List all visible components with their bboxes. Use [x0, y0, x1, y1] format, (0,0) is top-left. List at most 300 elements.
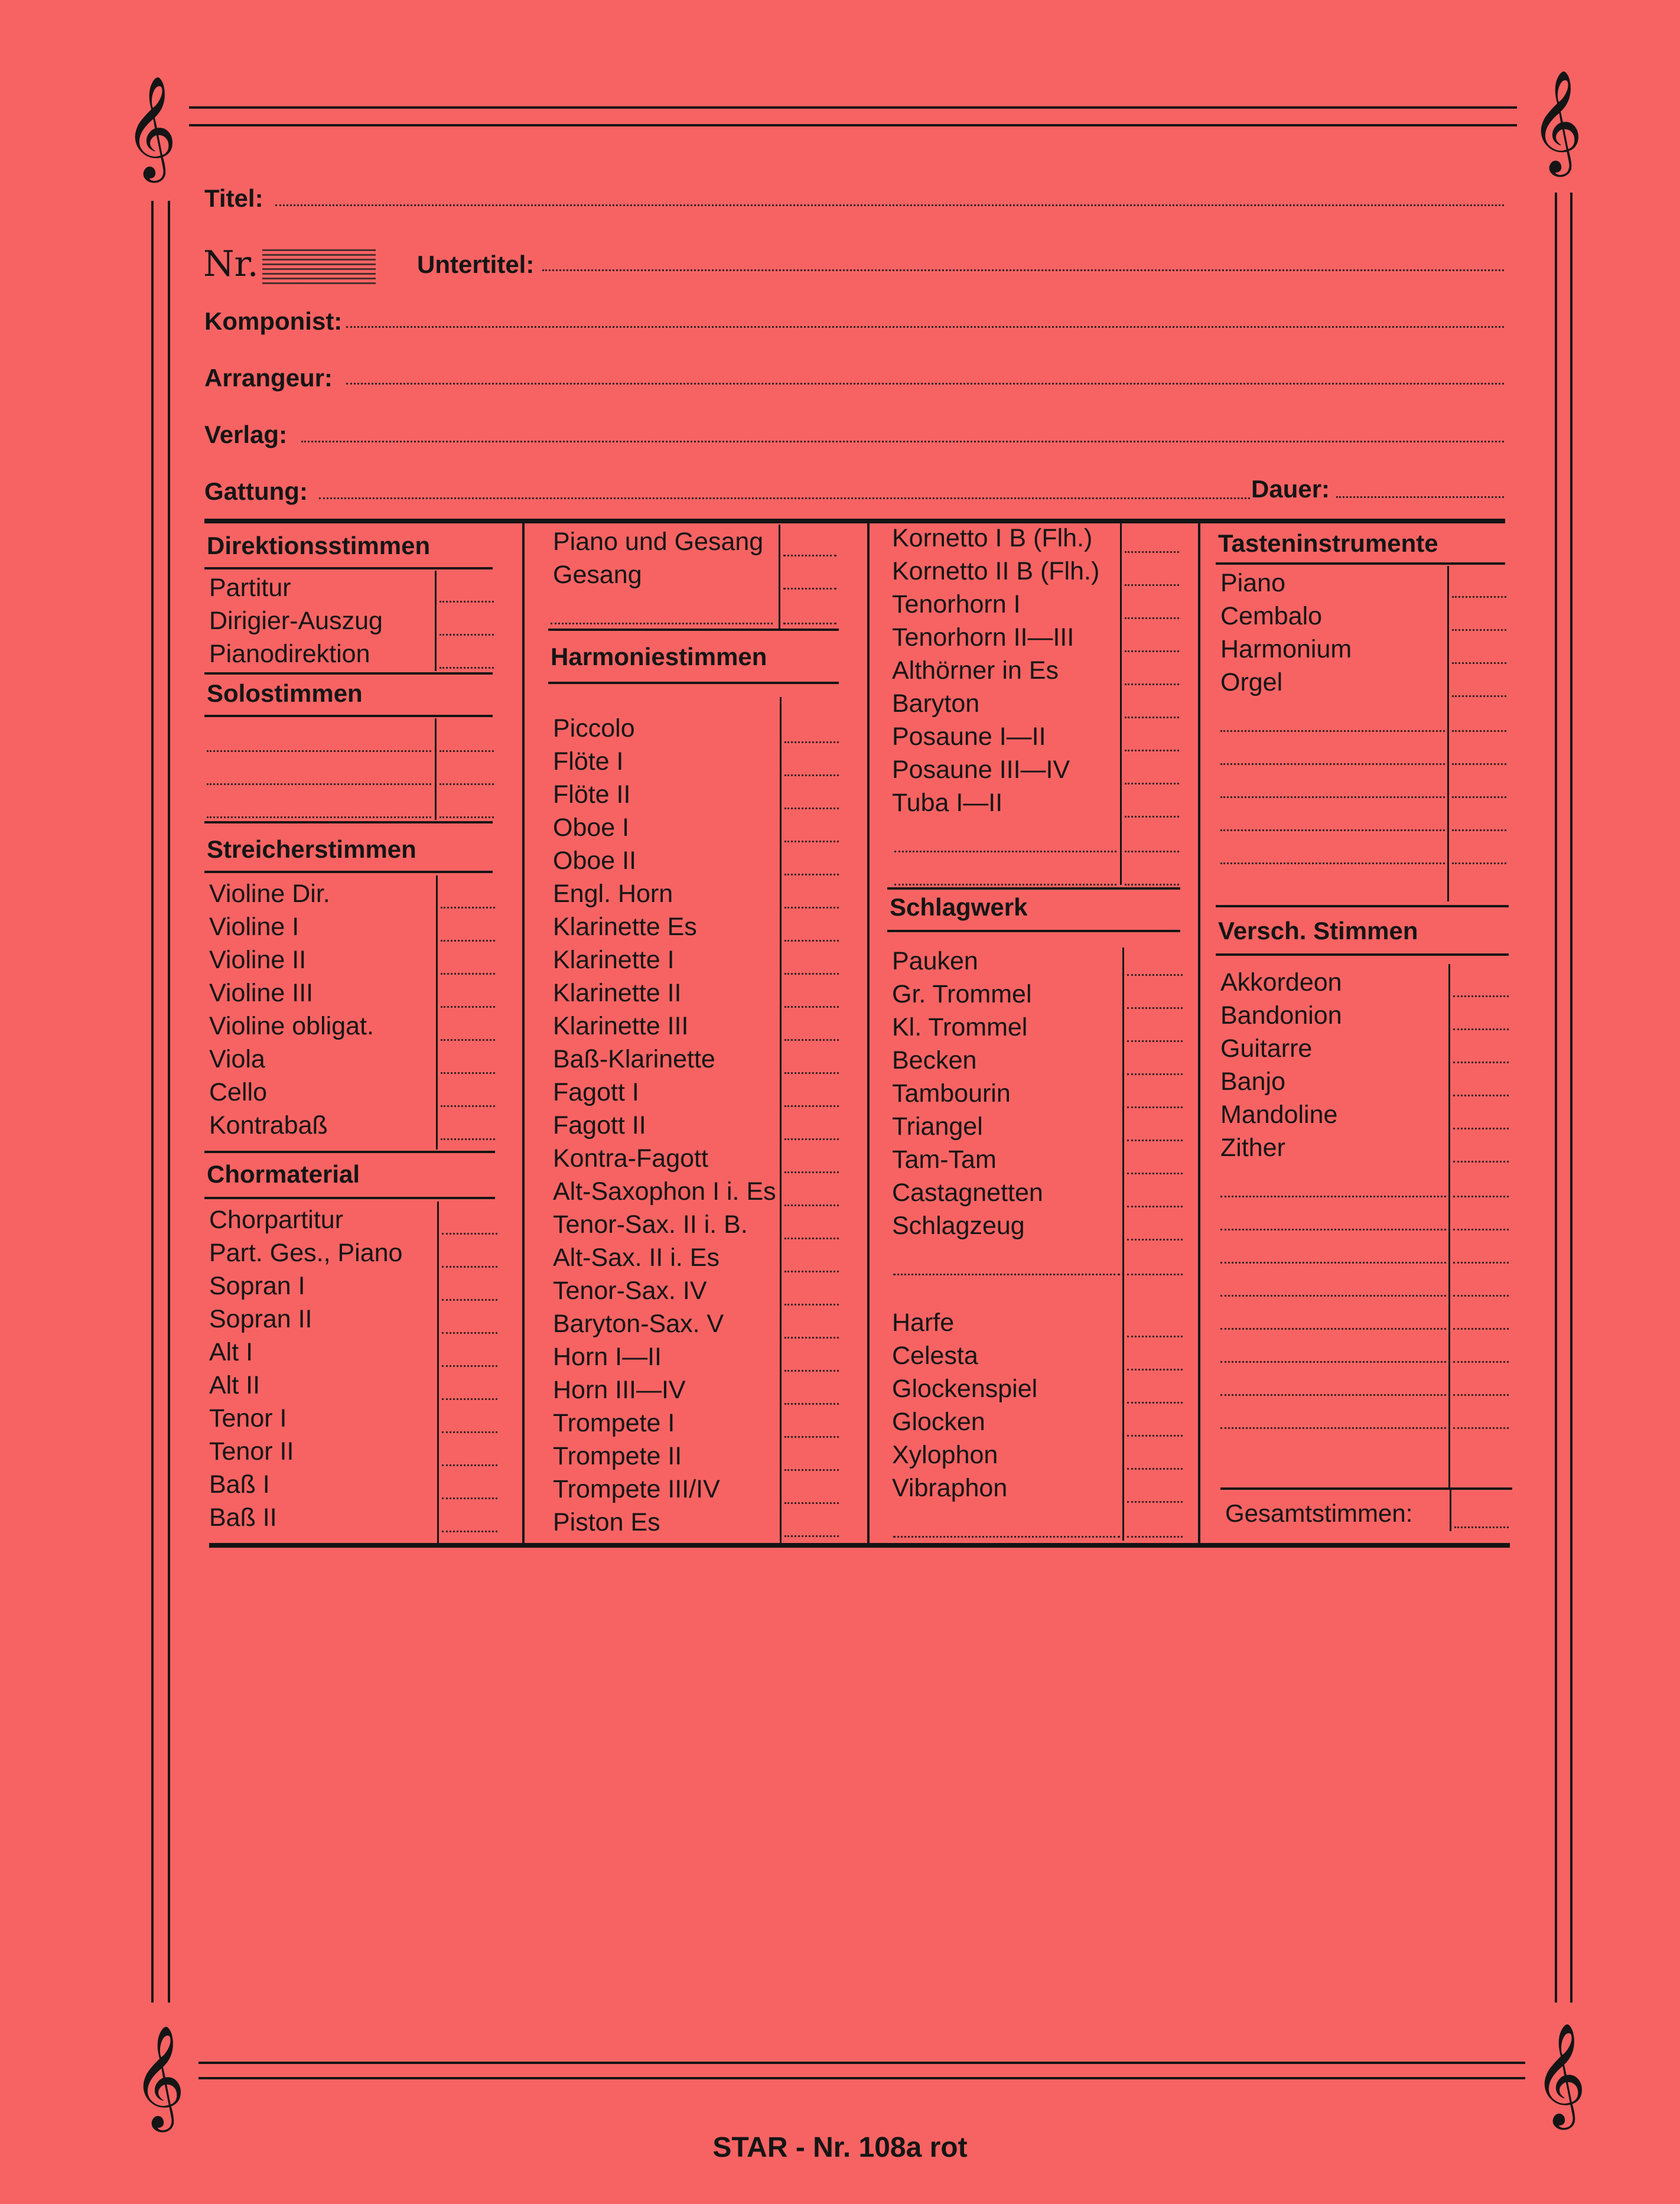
- blank-entry-field[interactable]: [1220, 796, 1445, 798]
- part-name: Klarinette III: [553, 1012, 689, 1040]
- part-count-field[interactable]: [1127, 974, 1183, 976]
- part-name: Pauken: [892, 947, 978, 975]
- part-count-field[interactable]: [784, 1370, 839, 1372]
- part-row: [887, 1307, 1184, 1340]
- part-count-field[interactable]: [1452, 829, 1506, 831]
- part-count-field[interactable]: [439, 783, 494, 785]
- part-count-field[interactable]: [1125, 551, 1179, 553]
- part-row: [887, 787, 1180, 820]
- blank-entry-field[interactable]: [207, 750, 431, 752]
- part-row: [1216, 666, 1508, 699]
- part-row: [204, 1402, 499, 1435]
- part-name: Becken: [892, 1046, 977, 1075]
- part-name: Schlagzeug: [892, 1212, 1025, 1240]
- section-rule: [204, 715, 493, 717]
- part-row: [548, 1308, 840, 1341]
- part-name: Horn I—II: [553, 1343, 662, 1371]
- part-row: [548, 1407, 840, 1440]
- part-row: [887, 1472, 1184, 1505]
- part-count-field[interactable]: [1127, 1040, 1183, 1042]
- frame-rule: [151, 201, 154, 2003]
- part-name: Gesang: [553, 561, 642, 589]
- part-name: Glockenspiel: [892, 1375, 1038, 1403]
- blank-entry-field[interactable]: [893, 1274, 1120, 1275]
- part-name: Part. Ges., Piano: [209, 1239, 403, 1267]
- part-count-field[interactable]: [1452, 596, 1506, 598]
- section-rule: [1220, 1487, 1512, 1490]
- part-row: [548, 1142, 840, 1176]
- part-count-field[interactable]: [441, 1072, 495, 1074]
- composer-field[interactable]: [346, 326, 1504, 328]
- part-count-field[interactable]: [1127, 1536, 1183, 1538]
- part-name: Trompete III/IV: [553, 1475, 720, 1503]
- part-name: Tenorhorn II—III: [892, 623, 1075, 652]
- part-count-field[interactable]: [1127, 1206, 1183, 1207]
- blank-entry-field[interactable]: [894, 884, 1116, 885]
- part-name: Orgel: [1220, 668, 1283, 696]
- count-column-divider: [1447, 566, 1449, 901]
- section-heading: Direktionsstimmen: [207, 532, 431, 559]
- publisher-field[interactable]: [301, 441, 1504, 442]
- section-rule: [204, 1151, 495, 1153]
- part-count-field[interactable]: [1127, 1402, 1183, 1404]
- blank-entry-field[interactable]: [1220, 1295, 1446, 1297]
- part-count-field[interactable]: [1127, 1336, 1183, 1337]
- part-count-field[interactable]: [1452, 629, 1506, 631]
- section-rule: [204, 567, 493, 569]
- part-row: [548, 745, 840, 779]
- part-row: [204, 1303, 499, 1336]
- part-row: [1216, 600, 1508, 633]
- part-row: [887, 1011, 1184, 1044]
- section-rule: [1216, 905, 1509, 907]
- part-row: [548, 944, 840, 977]
- part-row: [887, 1111, 1184, 1144]
- blank-entry-field[interactable]: [1220, 1262, 1446, 1264]
- part-count-field[interactable]: [1127, 1007, 1183, 1009]
- part-name: Violine obligat.: [209, 1012, 374, 1040]
- part-count-field[interactable]: [1125, 617, 1179, 619]
- part-row: [548, 559, 838, 592]
- part-count-field[interactable]: [784, 841, 839, 842]
- part-count-field[interactable]: [1125, 783, 1179, 784]
- part-row: [1216, 1000, 1510, 1033]
- part-name: Violine II: [209, 946, 307, 974]
- part-name: Tam-Tam: [892, 1145, 997, 1174]
- table-top-rule: [204, 519, 1505, 523]
- part-row: [204, 1270, 499, 1303]
- blank-entry-field[interactable]: [1220, 1361, 1446, 1363]
- blank-entry-field[interactable]: [207, 783, 431, 785]
- part-count-field[interactable]: [783, 555, 836, 556]
- frame-rule: [168, 201, 170, 2003]
- part-name: Violine III: [209, 979, 314, 1007]
- part-count-field[interactable]: [784, 1271, 839, 1272]
- blank-entry-field[interactable]: [1220, 1328, 1446, 1330]
- part-count-field[interactable]: [1452, 695, 1506, 697]
- part-count-field[interactable]: [784, 1105, 839, 1107]
- number-label: Nr.: [203, 243, 259, 285]
- part-name: Castagnetten: [892, 1178, 1043, 1207]
- part-count-field[interactable]: [784, 741, 839, 743]
- part-name: Mandoline: [1220, 1101, 1338, 1129]
- part-name: Tenor II: [209, 1437, 294, 1466]
- section-rule: [1216, 953, 1509, 956]
- part-row: [548, 1374, 840, 1407]
- part-name: Cembalo: [1220, 602, 1323, 630]
- part-count-field[interactable]: [442, 1431, 497, 1433]
- blank-entry-field[interactable]: [1220, 730, 1445, 732]
- total-parts-field[interactable]: [1454, 1526, 1509, 1528]
- part-count-field[interactable]: [784, 1039, 839, 1041]
- part-count-field[interactable]: [1452, 763, 1506, 765]
- part-name: Cello: [209, 1078, 267, 1106]
- part-count-field[interactable]: [441, 1006, 495, 1008]
- total-parts-label: Gesamtstimmen:: [1225, 1499, 1413, 1527]
- part-count-field[interactable]: [784, 1171, 839, 1173]
- part-count-field[interactable]: [784, 1535, 839, 1537]
- part-count-field[interactable]: [1127, 1173, 1183, 1174]
- part-count-field[interactable]: [1453, 1128, 1509, 1129]
- part-row: [204, 1336, 499, 1369]
- section-heading: Streicherstimmen: [207, 835, 416, 863]
- section-rule: [548, 682, 839, 684]
- part-count-field[interactable]: [1125, 884, 1179, 885]
- part-row: [548, 878, 840, 911]
- part-count-field[interactable]: [1125, 750, 1179, 751]
- part-name: Engl. Horn: [553, 880, 673, 908]
- part-count-field[interactable]: [1453, 1394, 1509, 1396]
- part-count-field[interactable]: [1127, 1501, 1183, 1503]
- section-rule: [1216, 562, 1505, 565]
- part-count-field[interactable]: [441, 1039, 495, 1041]
- part-count-field[interactable]: [1453, 1196, 1509, 1197]
- part-name: Alt II: [209, 1371, 261, 1399]
- part-row: [204, 977, 496, 1010]
- part-count-field[interactable]: [1453, 1361, 1509, 1363]
- part-count-field[interactable]: [442, 1299, 497, 1301]
- part-count-field[interactable]: [1452, 862, 1506, 864]
- part-row: [887, 1439, 1184, 1472]
- part-name: Violine I: [209, 913, 299, 941]
- column-divider: [1198, 522, 1200, 1544]
- part-name: Oboe I: [553, 813, 630, 842]
- frame-rule: [1570, 193, 1572, 2003]
- arranger-field[interactable]: [346, 383, 1504, 385]
- part-row: [1216, 966, 1510, 1000]
- part-count-field[interactable]: [784, 808, 839, 809]
- part-name: Banjo: [1220, 1067, 1285, 1096]
- part-row: [548, 845, 840, 878]
- part-count-field[interactable]: [441, 1105, 495, 1107]
- part-count-field[interactable]: [1127, 1140, 1183, 1141]
- part-count-field[interactable]: [442, 1332, 497, 1334]
- part-row: [887, 1210, 1184, 1243]
- part-count-field[interactable]: [1453, 1229, 1509, 1230]
- publisher-label: Verlag:: [204, 421, 288, 448]
- part-count-field[interactable]: [442, 1398, 497, 1400]
- count-column-divider: [779, 525, 780, 629]
- part-count-field[interactable]: [784, 1006, 839, 1008]
- part-row: [548, 1043, 840, 1076]
- part-name: Flöte II: [553, 780, 631, 809]
- part-row: [548, 1109, 840, 1142]
- part-row: [887, 1144, 1184, 1177]
- part-name: Tenor-Sax. IV: [553, 1277, 707, 1305]
- part-row: [887, 655, 1180, 688]
- part-count-field[interactable]: [784, 973, 839, 975]
- column-divider: [522, 522, 525, 1544]
- part-count-field[interactable]: [439, 667, 494, 669]
- part-name: Akkordeon: [1220, 968, 1342, 997]
- blank-entry-field[interactable]: [1220, 1394, 1446, 1396]
- section-rule: [204, 1197, 495, 1199]
- duration-label: Dauer:: [1251, 475, 1330, 503]
- part-count-field[interactable]: [1125, 650, 1179, 652]
- part-count-field[interactable]: [1125, 717, 1179, 718]
- part-name: Partitur: [209, 574, 291, 602]
- count-column-divider: [780, 697, 782, 1543]
- part-name: Tenor-Sax. II i. B.: [553, 1210, 748, 1239]
- part-name: Tenorhorn I: [892, 590, 1021, 618]
- part-row: [548, 1341, 840, 1374]
- part-name: Vibraphon: [892, 1474, 1008, 1502]
- blank-entry-field[interactable]: [1220, 829, 1445, 831]
- part-count-field[interactable]: [784, 1304, 839, 1306]
- part-name: Oboe II: [553, 847, 637, 875]
- part-count-field[interactable]: [784, 1072, 839, 1074]
- part-count-field[interactable]: [1453, 1328, 1509, 1330]
- part-count-field[interactable]: [1453, 1062, 1509, 1063]
- part-row: [204, 1435, 499, 1469]
- column-divider: [867, 522, 870, 1544]
- part-count-field[interactable]: [441, 1138, 495, 1140]
- part-name: Sopran I: [209, 1272, 305, 1300]
- part-count-field[interactable]: [784, 1436, 839, 1438]
- frame-rule: [189, 106, 1517, 109]
- part-name: Triangel: [892, 1112, 983, 1141]
- blank-entry-field[interactable]: [1220, 1427, 1446, 1429]
- part-row: [548, 712, 840, 745]
- part-count-field[interactable]: [441, 907, 495, 909]
- count-column-divider: [435, 718, 437, 820]
- title-field[interactable]: [275, 204, 1504, 206]
- part-name: Kornetto I B (Flh.): [892, 524, 1093, 552]
- part-count-field[interactable]: [784, 1502, 839, 1504]
- part-count-field[interactable]: [442, 1365, 497, 1367]
- part-count-field[interactable]: [784, 1469, 839, 1471]
- part-count-field[interactable]: [1127, 1435, 1183, 1437]
- part-name: Fagott II: [553, 1111, 646, 1140]
- part-row: [1216, 1033, 1510, 1066]
- blank-entry-field[interactable]: [894, 851, 1116, 852]
- part-row: [548, 911, 840, 944]
- part-row: [204, 605, 495, 638]
- genre-field[interactable]: [319, 497, 1250, 499]
- part-count-field[interactable]: [1453, 1427, 1509, 1429]
- part-count-field[interactable]: [442, 1531, 497, 1532]
- blank-entry-field[interactable]: [1220, 763, 1445, 765]
- part-count-field[interactable]: [441, 940, 495, 942]
- part-row: [1216, 1099, 1510, 1132]
- part-count-field[interactable]: [784, 940, 839, 942]
- part-row: [204, 1010, 496, 1043]
- blank-entry-field[interactable]: [893, 1536, 1120, 1538]
- part-count-field[interactable]: [442, 1233, 497, 1235]
- blank-entry-field[interactable]: [1220, 1229, 1446, 1230]
- part-name: Tambourin: [892, 1079, 1011, 1108]
- number-field[interactable]: [262, 249, 376, 285]
- part-row: [548, 1209, 840, 1242]
- part-count-field[interactable]: [1127, 1073, 1183, 1075]
- count-column-divider: [1120, 522, 1122, 885]
- frame-rule: [198, 2062, 1525, 2064]
- part-row: [204, 944, 496, 977]
- part-name: Violine Dir.: [209, 880, 330, 908]
- part-count-field[interactable]: [1125, 683, 1179, 685]
- part-count-field[interactable]: [1453, 1295, 1509, 1297]
- part-count-field[interactable]: [442, 1266, 497, 1268]
- count-column-divider: [436, 875, 438, 1150]
- part-row: [887, 1044, 1184, 1077]
- part-name: Alt I: [209, 1338, 253, 1366]
- part-count-field[interactable]: [1125, 584, 1179, 586]
- part-name: Bandonion: [1220, 1001, 1342, 1030]
- blank-entry-field[interactable]: [551, 623, 773, 624]
- part-name: Baryton-Sax. V: [553, 1310, 724, 1338]
- part-name: Althörner in Es: [892, 656, 1059, 685]
- part-row: [204, 1076, 496, 1109]
- part-name: Glocken: [892, 1408, 985, 1436]
- part-name: Piano und Gesang: [553, 528, 764, 556]
- part-count-field[interactable]: [1127, 1239, 1183, 1241]
- part-row: [887, 1177, 1184, 1210]
- part-count-field[interactable]: [1453, 995, 1509, 997]
- part-row: [887, 721, 1180, 754]
- part-count-field[interactable]: [439, 750, 494, 752]
- part-name: Piccolo: [553, 714, 635, 743]
- part-name: Zither: [1220, 1134, 1285, 1162]
- part-count-field[interactable]: [1127, 1369, 1183, 1370]
- part-row: [887, 522, 1180, 555]
- part-row: [204, 878, 496, 911]
- subtitle-label: Untertitel:: [417, 250, 535, 278]
- part-count-field[interactable]: [1127, 1274, 1183, 1275]
- part-count-field[interactable]: [1452, 662, 1506, 664]
- part-row: [887, 1077, 1184, 1111]
- part-count-field[interactable]: [1453, 1262, 1509, 1264]
- part-name: Pianodirektion: [209, 640, 370, 668]
- part-count-field[interactable]: [1127, 1468, 1183, 1470]
- part-count-field[interactable]: [784, 1337, 839, 1339]
- part-name: Piano: [1220, 569, 1285, 597]
- part-name: Chorpartitur: [209, 1206, 344, 1234]
- part-count-field[interactable]: [439, 634, 494, 636]
- part-count-field[interactable]: [784, 774, 839, 776]
- part-name: Viola: [209, 1045, 265, 1073]
- part-row: [1216, 633, 1508, 666]
- count-column-divider: [1122, 948, 1124, 1541]
- part-count-field[interactable]: [1125, 816, 1179, 818]
- part-name: Alt-Sax. II i. Es: [553, 1243, 719, 1272]
- part-count-field[interactable]: [784, 1403, 839, 1405]
- section-heading: Tasteninstrumente: [1218, 529, 1438, 557]
- blank-entry-field[interactable]: [1220, 1196, 1446, 1197]
- part-name: Tuba I—II: [892, 789, 1003, 817]
- part-row: [887, 1373, 1184, 1406]
- form-reference: STAR - Nr. 108a rot: [712, 2132, 968, 2163]
- part-row: [204, 1237, 499, 1270]
- part-count-field[interactable]: [1453, 1028, 1509, 1030]
- part-count-field[interactable]: [1452, 796, 1506, 798]
- part-count-field[interactable]: [441, 973, 495, 975]
- treble-clef-icon: 𝄞: [1530, 70, 1583, 172]
- part-count-field[interactable]: [442, 1497, 497, 1499]
- part-row: [204, 1502, 499, 1535]
- part-count-field[interactable]: [442, 1464, 497, 1466]
- section-heading: Versch. Stimmen: [1218, 917, 1418, 945]
- part-name: Posaune III—IV: [892, 756, 1070, 784]
- part-count-field[interactable]: [784, 907, 839, 909]
- part-name: Baß I: [209, 1470, 270, 1499]
- part-row: [548, 1076, 840, 1109]
- part-row: [204, 1204, 499, 1237]
- section-heading: Schlagwerk: [890, 893, 1028, 921]
- part-name: Harmonium: [1220, 635, 1352, 663]
- part-name: Trompete II: [553, 1442, 682, 1470]
- section-heading: Chormaterial: [207, 1160, 360, 1188]
- duration-field[interactable]: [1336, 496, 1504, 498]
- subtitle-field[interactable]: [542, 269, 1504, 271]
- part-name: Klarinette I: [553, 946, 675, 974]
- part-count-field[interactable]: [1125, 851, 1179, 852]
- part-name: Sopran II: [209, 1305, 312, 1333]
- title-label: Titel:: [204, 184, 263, 212]
- part-count-field[interactable]: [1453, 1161, 1509, 1163]
- part-row: [1216, 1132, 1510, 1165]
- part-count-field[interactable]: [1452, 730, 1506, 732]
- part-name: Xylophon: [892, 1441, 998, 1469]
- frame-rule: [198, 2077, 1525, 2079]
- part-count-field[interactable]: [439, 816, 494, 818]
- part-name: Gr. Trommel: [892, 980, 1032, 1008]
- part-count-field[interactable]: [1127, 1106, 1183, 1108]
- section-rule: [204, 871, 493, 873]
- part-count-field[interactable]: [439, 601, 494, 603]
- arranger-label: Arrangeur:: [204, 364, 333, 392]
- part-row: [548, 1440, 840, 1473]
- count-column-divider: [1450, 1490, 1451, 1531]
- blank-entry-field[interactable]: [1220, 862, 1445, 864]
- part-count-field[interactable]: [1453, 1095, 1509, 1096]
- part-count-field[interactable]: [784, 1204, 839, 1206]
- part-count-field[interactable]: [784, 874, 839, 875]
- part-count-field[interactable]: [783, 588, 836, 590]
- blank-entry-field[interactable]: [207, 816, 431, 818]
- part-row: [548, 1176, 840, 1209]
- part-count-field[interactable]: [784, 1138, 839, 1140]
- part-name: Klarinette II: [553, 979, 682, 1007]
- part-count-field[interactable]: [783, 623, 836, 624]
- part-row: [1216, 567, 1508, 600]
- section-rule: [887, 930, 1180, 932]
- count-column-divider: [437, 1202, 439, 1543]
- frame-rule: [189, 124, 1517, 126]
- part-row: [204, 638, 495, 671]
- part-count-field[interactable]: [784, 1238, 839, 1239]
- part-row: [887, 688, 1180, 721]
- part-row: [887, 945, 1184, 978]
